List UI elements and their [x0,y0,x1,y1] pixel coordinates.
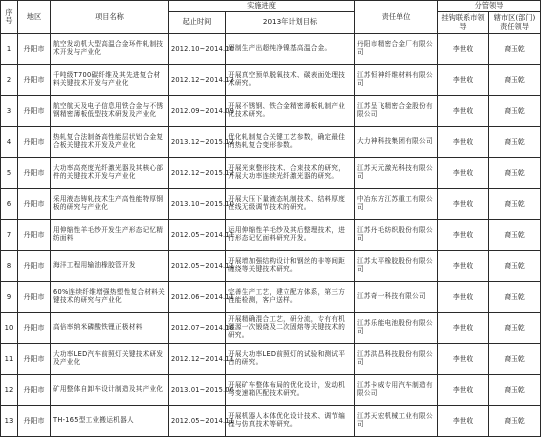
row-goal: 开展机器人本体优化设计技术、调节编程与仿真技术等研究。 [226,406,355,437]
row-unit: 江苏乐能电池股份有限公司 [355,313,438,344]
row-time: 2012.05~2014.11 [169,406,226,437]
row-unit: 江苏恒神纤维材料有限公司 [355,65,438,96]
row-region: 丹阳市 [18,313,51,344]
table-row [1,406,541,437]
row-project-name: 60%连续纤维增强热塑性复合材料关键技术的研究与产业化 [51,282,169,313]
header-unit: 责任单位 [355,1,438,34]
row-seq: 4 [1,127,18,158]
row-goal: 开展真空预单脱氧技术、碳表面处理技术研究。 [226,65,355,96]
row-goal: 开展大压下量液态轧制技术、结料厚度在线无级调节技术的研究。 [226,189,355,220]
header-project: 项目名称 [51,1,169,34]
row-contact-leader: 李世收 [438,158,489,189]
row-dept-leader: 裔玉乾 [489,189,541,220]
row-dept-leader: 裔玉乾 [489,375,541,406]
row-time: 2013.10~2015.10 [169,189,226,220]
row-unit: 江苏奇一科技有限公司 [355,282,438,313]
row-time: 2013.12~2015.12 [169,127,226,158]
row-time: 2012.12~2014.12 [169,65,226,96]
row-time: 2012.10~2014.10 [169,34,226,65]
row-contact-leader: 李世收 [438,375,489,406]
row-seq: 6 [1,189,18,220]
row-region: 丹阳市 [18,127,51,158]
row-seq: 7 [1,220,18,251]
header-progress-group: 实施进度 [169,1,355,12]
row-project-name: TH-165型工业搬运机器人 [51,406,169,437]
row-unit: 大力神科技集团有限公司 [355,127,438,158]
row-dept-leader: 裔玉乾 [489,344,541,375]
row-seq: 10 [1,313,18,344]
row-contact-leader: 李世收 [438,344,489,375]
row-unit: 江苏呈飞精密合金股份有限公司 [355,96,438,127]
row-time: 2012.12~2014.11 [169,344,226,375]
row-contact-leader: 李世收 [438,313,489,344]
row-time: 2012.07~2014.10 [169,313,226,344]
row-unit: 江苏丹毛纺织股份有限公司 [355,220,438,251]
row-region: 丹阳市 [18,189,51,220]
row-goal: 开展增加强结构设计和钢丝的非等间距缠绕等关键技术研究。 [226,251,355,282]
row-dept-leader: 裔玉乾 [489,282,541,313]
row-project-name: 大功率LED汽车前照灯关键技术研发及产业化 [51,344,169,375]
header-leaders-group: 分管领导 [438,1,541,12]
row-dept-leader: 裔玉乾 [489,220,541,251]
row-goal: 开展光束整形技术、合束技术的研究，开展大功率连续光纤激光器的研究。 [226,158,355,189]
row-seq: 1 [1,34,18,65]
row-region: 丹阳市 [18,34,51,65]
table-row [1,189,541,220]
row-goal: 研制生产出超纯净镍基高温合金。 [226,34,355,65]
row-project-name: 高倍率纳米磷酸铁锂正极材料 [51,313,169,344]
row-contact-leader: 李世收 [438,406,489,437]
row-region: 丹阳市 [18,65,51,96]
row-dept-leader: 裔玉乾 [489,158,541,189]
table-row [1,127,541,158]
row-contact-leader: 李世收 [438,220,489,251]
header-region: 地区 [18,1,51,34]
table-row [1,220,541,251]
row-contact-leader: 李世收 [438,189,489,220]
row-project-name: 热轧复合法制备高性能层状铝合金复合板关键技术开发及产业化 [51,127,169,158]
row-time: 2012.05~2014.11 [169,220,226,251]
table-row [1,282,541,313]
row-goal: 开展不锈钢、铁合金精密薄板轧制产业化技术研究。 [226,96,355,127]
row-seq: 8 [1,251,18,282]
row-dept-leader: 裔玉乾 [489,251,541,282]
table-body [1,34,541,437]
row-project-name: 用伸缩性羊毛纱开发生产形态记忆精纺面料 [51,220,169,251]
row-goal: 开展矿车整体布局的优化设计，发动机与变速箱匹配技术研究。 [226,375,355,406]
table-row [1,96,541,127]
row-region: 丹阳市 [18,251,51,282]
table-row [1,65,541,96]
row-unit: 江苏洪昌科技股份有限公司 [355,344,438,375]
row-dept-leader: 裔玉乾 [489,34,541,65]
table-row [1,251,541,282]
row-seq: 2 [1,65,18,96]
row-time: 2012.12~2015.12 [169,158,226,189]
row-region: 丹阳市 [18,282,51,313]
row-goal: 优化轧制复合关键工艺参数，确定最佳的热轧复合变形参数。 [226,127,355,158]
row-region: 丹阳市 [18,96,51,127]
row-dept-leader: 裔玉乾 [489,96,541,127]
row-dept-leader: 裔玉乾 [489,65,541,96]
row-goal: 完善生产工艺，建立配方体系，第三方性能检测，客户送样。 [226,282,355,313]
row-seq: 12 [1,375,18,406]
row-seq: 3 [1,96,18,127]
row-unit: 丹阳市精密合金厂有限公司 [355,34,438,65]
row-seq: 11 [1,344,18,375]
row-unit: 江苏太平橡胶股份有限公司 [355,251,438,282]
row-unit: 江苏卡威专用汽车制造有限公司 [355,375,438,406]
table-row [1,375,541,406]
row-region: 丹阳市 [18,375,51,406]
row-contact-leader: 李世收 [438,34,489,65]
row-contact-leader: 李世收 [438,65,489,96]
row-contact-leader: 李世收 [438,127,489,158]
row-unit: 江苏天宏机械工业有限公司 [355,406,438,437]
table-row [1,313,541,344]
row-contact-leader: 李世收 [438,282,489,313]
row-goal: 开展大功率LED前照灯的试验和测试平台的研究。 [226,344,355,375]
row-region: 丹阳市 [18,406,51,437]
header-start-time: 起止时间 [169,12,226,34]
row-time: 2012.06~2014.11 [169,282,226,313]
header-goal: 2013年计划目标 [226,12,355,34]
row-project-name: 航空航天及电子信息用铁合金与不锈钢精密薄板低型技术研发及产业化 [51,96,169,127]
row-dept-leader: 裔玉乾 [489,313,541,344]
row-unit: 中冶东方江苏重工有限公司 [355,189,438,220]
table-row [1,344,541,375]
table-row [1,34,541,65]
row-contact-leader: 李世收 [438,251,489,282]
row-project-name: 大功率高亮度光纤激光器及其核心部件的关键技术开发与产业化 [51,158,169,189]
row-dept-leader: 裔玉乾 [489,406,541,437]
row-time: 2012.05~2014.11 [169,251,226,282]
row-seq: 13 [1,406,18,437]
row-project-name: 采用液态铸轧技术生产高性能特厚钢板的研究与产业化 [51,189,169,220]
row-region: 丹阳市 [18,344,51,375]
row-seq: 5 [1,158,18,189]
row-project-name: 千吨级T700碳纤维及其先进复合材料关键技术开发与产业化 [51,65,169,96]
row-time: 2012.09~2014.09 [169,96,226,127]
row-project-name: 海洋工程用输油橡胶管开发 [51,251,169,282]
row-project-name: 航空发动机大型高温合金环件轧制技术开发与产业化 [51,34,169,65]
header-seq: 序号 [1,1,18,34]
row-goal: 开展精确混合工艺，研分流，专有有机碳源一次锻烧及二次固熔等关键技术的研究。 [226,313,355,344]
row-seq: 9 [1,282,18,313]
row-region: 丹阳市 [18,220,51,251]
header-dept-leader: 辖市区(部门)责任领导 [489,12,541,34]
row-region: 丹阳市 [18,158,51,189]
header-contact-leader: 挂钩联系市领导 [438,12,489,34]
row-contact-leader: 李世收 [438,96,489,127]
row-time: 2013.01~2015.06 [169,375,226,406]
row-dept-leader: 裔玉乾 [489,127,541,158]
row-project-name: 矿用整体自卸车设计制造及其产业化 [51,375,169,406]
row-unit: 江苏天元激光科技有限公司 [355,158,438,189]
table-row [1,158,541,189]
row-goal: 运用伸缩性羊毛纱及其后整理技术，进行形态记忆面料研究开发。 [226,220,355,251]
